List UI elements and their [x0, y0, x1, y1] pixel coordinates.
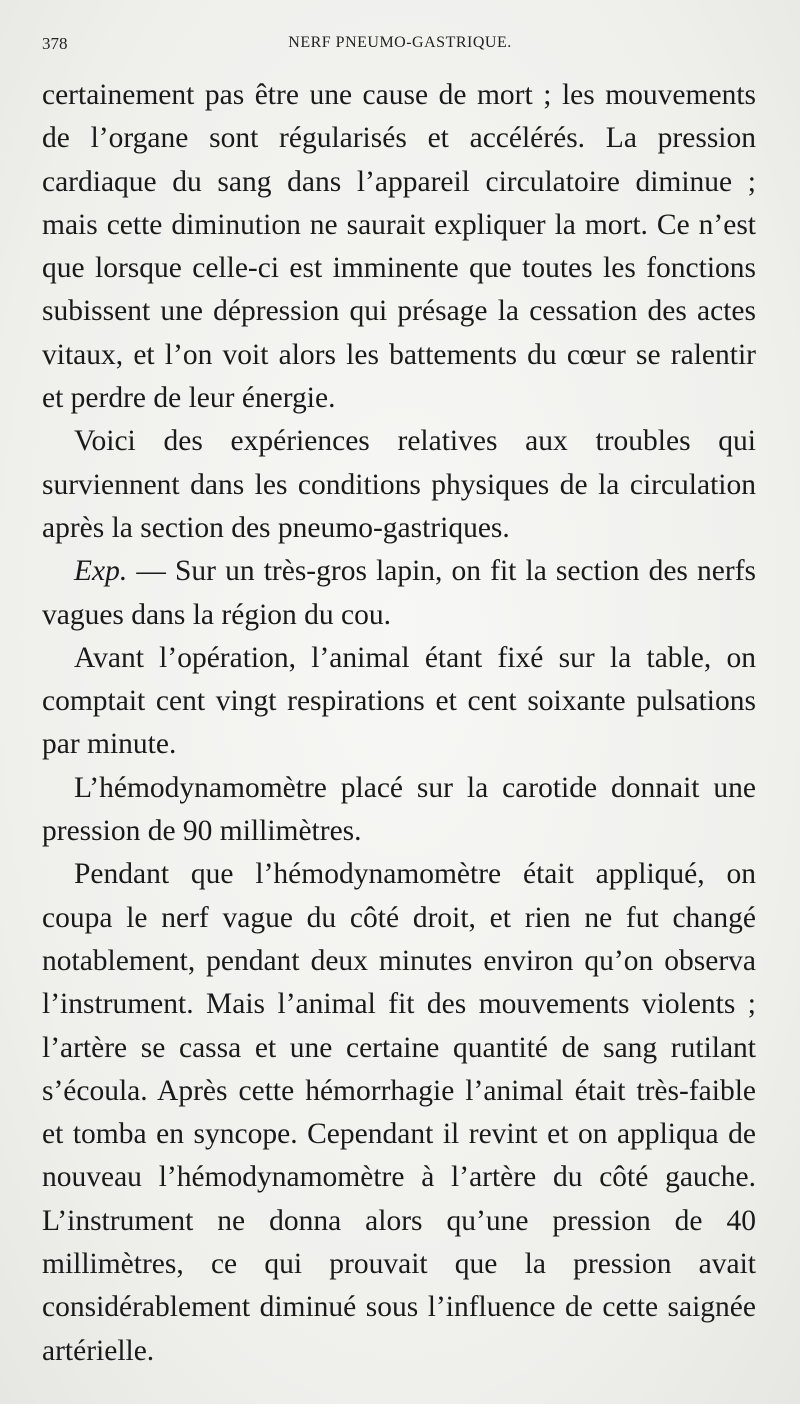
- paragraph-hemodynamometer: L’hémodynamomètre placé sur la carotide donnait une pression de 90 millimètres.: [42, 771, 756, 848]
- paragraph-experiment: [42, 550, 756, 637]
- experiment-label: Exp.: [74, 555, 128, 588]
- page-number: 378: [42, 34, 68, 53]
- body-text: [42, 74, 756, 1373]
- paragraph-intro-experiments: Voici des expériences relatives aux troubles qui surviennent dans les conditions physiques de la circulation après la section des pneumo-gastriques.: [42, 425, 756, 544]
- paragraph-procedure: Pendant que l’hémodynamomètre était appliqué, on coupa le nerf vague du côté droit, et rien ne fut changé notablement, pendant deux minutes environ qu’on observa l’instrument. Mais l’animal fit des mouvements violents ; l’artère se cassa et une certaine quantité de sang rutilant s’écoula. Après cette hémorrhagie l’animal était très-faible et tomba en syncope. Cependant il revint et on appliqua de nouveau l’hémodynamomètre à l’artère du côté gauche. L’instrument ne donna alors qu’une pression de 40 millimètres, ce qui prouvait que la pression avait considérablement diminué sous l’influence de cette saignée artérielle.: [42, 858, 756, 1367]
- experiment-text: — Sur un très-gros lapin, on fit la section des nerfs vagues dans la région du cou.: [42, 555, 756, 631]
- running-title: NERF PNEUMO-GASTRIQUE.: [288, 34, 512, 51]
- paragraph-before-operation: Avant l’opération, l’animal étant fixé sur la table, on comptait cent vingt respirations et cent soixante pulsations par minute.: [42, 641, 756, 761]
- paragraph-continuation: certainement pas être une cause de mort ; les mouvements de l’organe sont régularisés et accélérés. La pression cardiaque du sang dans l’appareil circulatoire diminue ; mais cette diminution ne saurait expliquer la mort. Ce n’est que lorsque celle-ci est imminente que toutes les fonctions subissent une dépression qui présage la cessation des actes vitaux, et l’on voit alors les battements du cœur se ralentir et perdre de leur énergie.: [42, 79, 756, 415]
- running-head: [42, 34, 758, 58]
